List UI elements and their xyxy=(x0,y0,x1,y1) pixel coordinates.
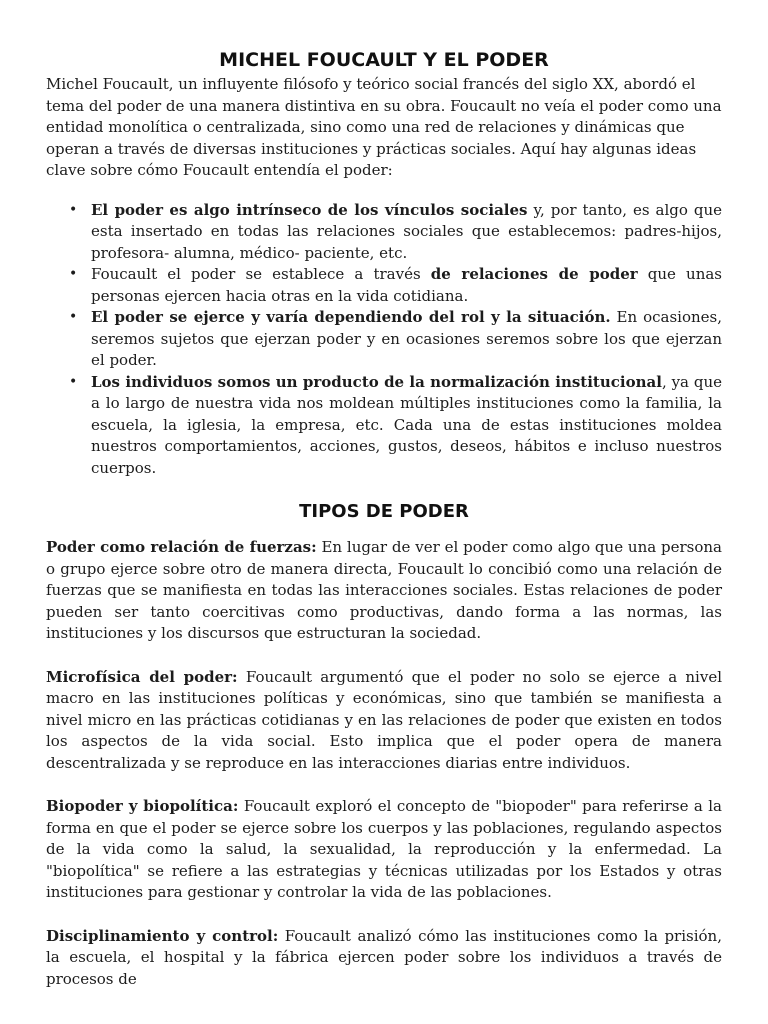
bullet-icon: • xyxy=(69,266,78,282)
power-type-text: Foucault exploró el concepto de "biopoder" para referirse a la forma en que el poder se ejerce sobre los cuerpos y las poblaciones, regulando aspectos de la vida como la salud, la sexualidad, la reproducción y la enfermedad. La "biopolítica" se refiere a las estrategias y técnicas utilizadas por los Estados y otras instituciones para gestionar y controlar la vida de las poblaciones. xyxy=(46,797,722,901)
intro-paragraph: Michel Foucault, un influyente filósofo y teórico social francés del siglo XX, abordó el tema del poder de una manera distintiva en su obra. Foucault no veía el poder como una entidad monolítica o centralizada, sino como una red de relaciones y dinámicas que operan a través de diversas instituciones y prácticas sociales. Aquí hay algunas ideas clave sobre cómo Foucault entendía el poder: xyxy=(46,75,722,179)
list-item xyxy=(69,307,722,372)
document-title: MICHEL FOUCAULT Y EL PODER xyxy=(219,49,549,71)
idea-post-text: que unas personas ejercen hacia otras en la vida cotidiana. xyxy=(91,265,723,305)
idea-bold-text: de relaciones de poder xyxy=(430,265,638,283)
bullet-icon: • xyxy=(69,309,78,325)
power-type-text: Foucault argumentó que el poder no solo se ejerce a nivel macro en las instituciones políticas y económicas, sino que también se manifiesta a nivel micro en las prácticas cotidianas y en las relaciones de poder que existen en todos los aspectos de la vida social. Esto implica que el poder opera de manera descentralizada y se reproduce en las interacciones diarias entre individuos. xyxy=(46,667,722,772)
power-type-paragraph xyxy=(46,796,722,904)
power-type-term: Poder como relación de fuerzas: xyxy=(46,538,317,556)
power-type-paragraph xyxy=(46,926,722,991)
list-item xyxy=(69,372,722,480)
idea-post-text: y, por tanto, es algo que esta insertado en todas las relaciones sociales que establecemos: padres-hijos, profesora- alumna, médico- paciente, etc. xyxy=(91,200,722,262)
key-ideas-list xyxy=(46,200,722,480)
idea-bold-text: El poder se ejerce y varía dependiendo del rol y la situación. xyxy=(91,308,611,326)
idea-bold-text: Los individuos somos un producto de la normalización institucional xyxy=(91,372,662,391)
power-type-text: En lugar de ver el poder como algo que una persona o grupo ejerce sobre otro de manera directa, Foucault lo concibió como una relación de fuerzas que se manifiesta en todas las interacciones sociales. Estas relaciones de poder pueden ser tanto coercitivas como productivas, dando forma a las normas, las instituciones y los discursos que estructuran la sociedad. xyxy=(46,538,722,642)
list-item xyxy=(69,264,723,307)
list-item xyxy=(69,200,722,265)
power-type-paragraph xyxy=(46,667,722,775)
idea-post-text: , ya que a lo largo de nuestra vida nos moldean múltiples instituciones como la familia, la escuela, la iglesia, la empresa, etc. Cada una de estas instituciones moldea nuestros comportamientos, acciones, gustos, deseos, hábitos e incluso nuestros cuerpos. xyxy=(91,372,722,477)
bullet-icon: • xyxy=(69,201,78,218)
power-type-term: Biopoder y biopolítica: xyxy=(46,797,239,815)
power-type-term: Microfísica del poder: xyxy=(46,667,238,686)
idea-post-text: En ocasiones, seremos sujetos que ejerzan poder y en ocasiones seremos sobre los que ejerzan el poder. xyxy=(91,308,722,369)
power-type-text: Foucault analizó cómo las instituciones como la prisión, la escuela, el hospital y la fábrica ejercen poder sobre los individuos a través de procesos de xyxy=(46,926,722,988)
idea-bold-text: El poder es algo intrínseco de los vínculos sociales xyxy=(91,200,528,219)
section-title: TIPOS DE PODER xyxy=(299,501,469,522)
bullet-icon: • xyxy=(69,373,78,390)
document-page xyxy=(46,46,722,1012)
power-type-paragraph xyxy=(46,537,722,645)
idea-pre-text: Foucault el poder se establece a través xyxy=(91,265,431,283)
power-type-term: Disciplinamiento y control: xyxy=(46,926,279,945)
